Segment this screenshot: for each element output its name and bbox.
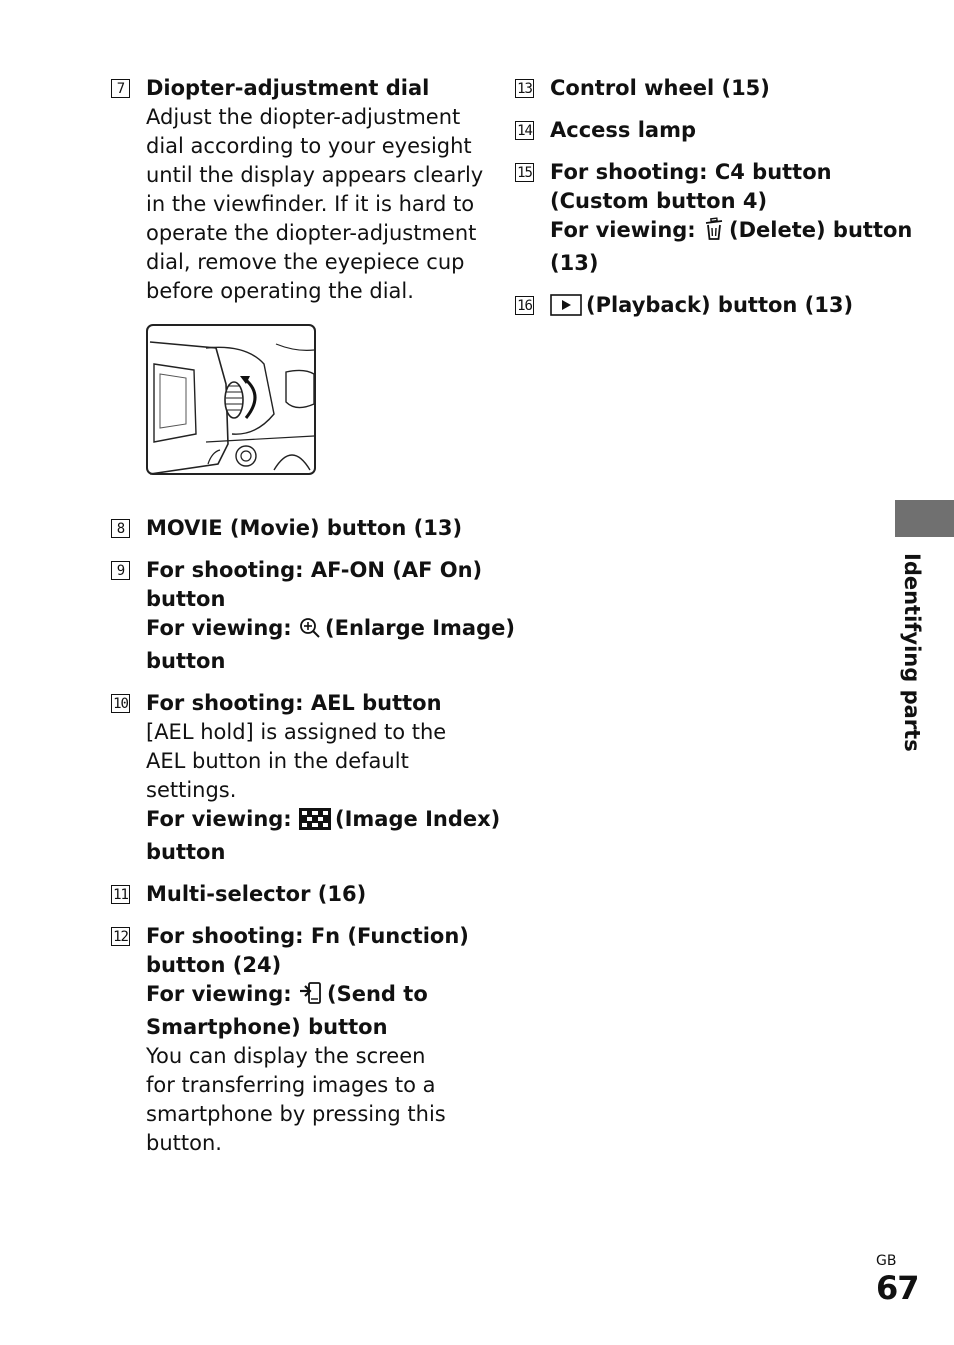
item-text-line xyxy=(550,116,895,145)
section-tab xyxy=(895,500,954,537)
text-segment: For shooting: AEL button xyxy=(146,691,442,715)
text-segment: (Enlarge Image) xyxy=(325,616,515,640)
item-text-line xyxy=(146,248,481,277)
item-text-line xyxy=(146,718,481,747)
item-text-line xyxy=(146,277,481,306)
item-number: 7 xyxy=(111,79,130,98)
item-text-line xyxy=(146,1042,481,1071)
image-index-icon xyxy=(299,808,331,838)
item-text-line xyxy=(550,74,895,103)
trash-icon xyxy=(703,217,725,249)
item-text-line xyxy=(146,1100,481,1129)
text-segment: For viewing: xyxy=(146,616,300,640)
text-segment: AEL button in the default xyxy=(146,749,409,773)
item-text-line xyxy=(146,922,481,951)
item-number: 11 xyxy=(111,885,130,904)
item-number: 16 xyxy=(515,296,534,315)
text-segment: [AEL hold] is assigned to the xyxy=(146,720,447,744)
item-text-line xyxy=(146,1013,481,1042)
send-to-smartphone-icon xyxy=(299,981,323,1013)
list-item xyxy=(111,556,515,676)
text-segment: For shooting: AF-ON (AF On) xyxy=(146,558,483,582)
item-text-line xyxy=(146,103,481,132)
text-segment: Access lamp xyxy=(550,118,696,142)
item-number: 9 xyxy=(111,561,130,580)
text-segment: button xyxy=(146,587,226,611)
text-segment: (Custom button 4) xyxy=(550,189,768,213)
item-text-line xyxy=(550,187,895,216)
item-text-line xyxy=(146,1129,481,1158)
text-segment: Diopter-adjustment dial xyxy=(146,76,430,100)
item-text-line xyxy=(146,190,481,219)
text-segment: operate the diopter-adjustment xyxy=(146,221,477,245)
item-text-line xyxy=(146,689,481,718)
text-segment: dial, remove the eyepiece cup xyxy=(146,250,465,274)
text-segment: (Send to xyxy=(327,982,428,1006)
text-segment: Smartphone) button xyxy=(146,1015,388,1039)
text-segment: button xyxy=(146,649,226,673)
text-segment: button xyxy=(146,840,226,864)
item-text-line xyxy=(146,161,484,190)
text-segment: dial according to your eyesight xyxy=(146,134,472,158)
text-segment: For viewing: xyxy=(550,218,704,242)
item-text-line xyxy=(146,585,481,614)
item-text-line xyxy=(146,951,481,980)
item-number: 14 xyxy=(515,121,534,140)
text-segment: For viewing: xyxy=(146,982,300,1006)
text-segment: For viewing: xyxy=(146,807,300,831)
item-text-line xyxy=(550,291,895,324)
item-text-line xyxy=(146,838,481,867)
item-text-line xyxy=(550,249,895,278)
list-item xyxy=(111,689,501,867)
text-segment: Multi-selector (16) xyxy=(146,882,367,906)
item-text-line xyxy=(146,880,481,909)
item-text-line xyxy=(146,647,481,676)
item-text-line xyxy=(146,805,501,838)
left-column xyxy=(111,74,515,1171)
list-item xyxy=(111,74,484,479)
text-segment: MOVIE (Movie) button (13) xyxy=(146,516,463,540)
text-segment: (Image Index) xyxy=(335,807,501,831)
text-segment: (13) xyxy=(550,251,599,275)
playback-icon xyxy=(550,294,582,324)
text-segment: in the viewfinder. If it is hard to xyxy=(146,192,475,216)
list-item xyxy=(111,514,481,543)
text-segment: settings. xyxy=(146,778,237,802)
diopter-dial-illustration xyxy=(146,324,481,479)
text-segment: for transferring images to a xyxy=(146,1073,436,1097)
item-text-line xyxy=(146,132,481,161)
item-text-line xyxy=(146,1071,481,1100)
zoom-in-icon xyxy=(299,617,321,647)
item-number: 12 xyxy=(111,927,130,946)
text-segment: For shooting: C4 button xyxy=(550,160,832,184)
item-text-line xyxy=(146,556,481,585)
list-item xyxy=(515,158,913,278)
item-text-line xyxy=(146,74,481,103)
item-text-line xyxy=(146,614,515,647)
text-segment: Adjust the diopter-adjustment xyxy=(146,105,461,129)
item-text-line xyxy=(146,514,481,543)
list-item xyxy=(111,922,481,1158)
text-segment: For shooting: Fn (Function) xyxy=(146,924,469,948)
item-text-line xyxy=(550,216,913,249)
item-text-line xyxy=(146,980,481,1013)
text-segment: button (24) xyxy=(146,953,282,977)
section-label: Identifying parts xyxy=(900,553,924,752)
list-item xyxy=(515,116,895,145)
item-number: 8 xyxy=(111,519,130,538)
item-text-line xyxy=(146,776,481,805)
region-code: GB xyxy=(876,1253,897,1269)
text-segment: You can display the screen xyxy=(146,1044,426,1068)
list-item xyxy=(515,291,895,324)
item-number: 15 xyxy=(515,163,534,182)
page-number: 67 xyxy=(876,1269,919,1307)
item-number: 10 xyxy=(111,694,130,713)
text-segment: Control wheel (15) xyxy=(550,76,770,100)
item-text-line xyxy=(550,158,895,187)
text-segment: before operating the dial. xyxy=(146,279,414,303)
text-segment: button. xyxy=(146,1131,222,1155)
item-number: 13 xyxy=(515,79,534,98)
text-segment: until the display appears clearly xyxy=(146,163,484,187)
list-item xyxy=(111,880,481,909)
item-text-line xyxy=(146,747,481,776)
item-text-line xyxy=(146,219,481,248)
list-item xyxy=(515,74,895,103)
text-segment: (Delete) button xyxy=(729,218,913,242)
text-segment: (Playback) button (13) xyxy=(586,293,854,317)
text-segment: smartphone by pressing this xyxy=(146,1102,446,1126)
right-column xyxy=(515,74,913,337)
